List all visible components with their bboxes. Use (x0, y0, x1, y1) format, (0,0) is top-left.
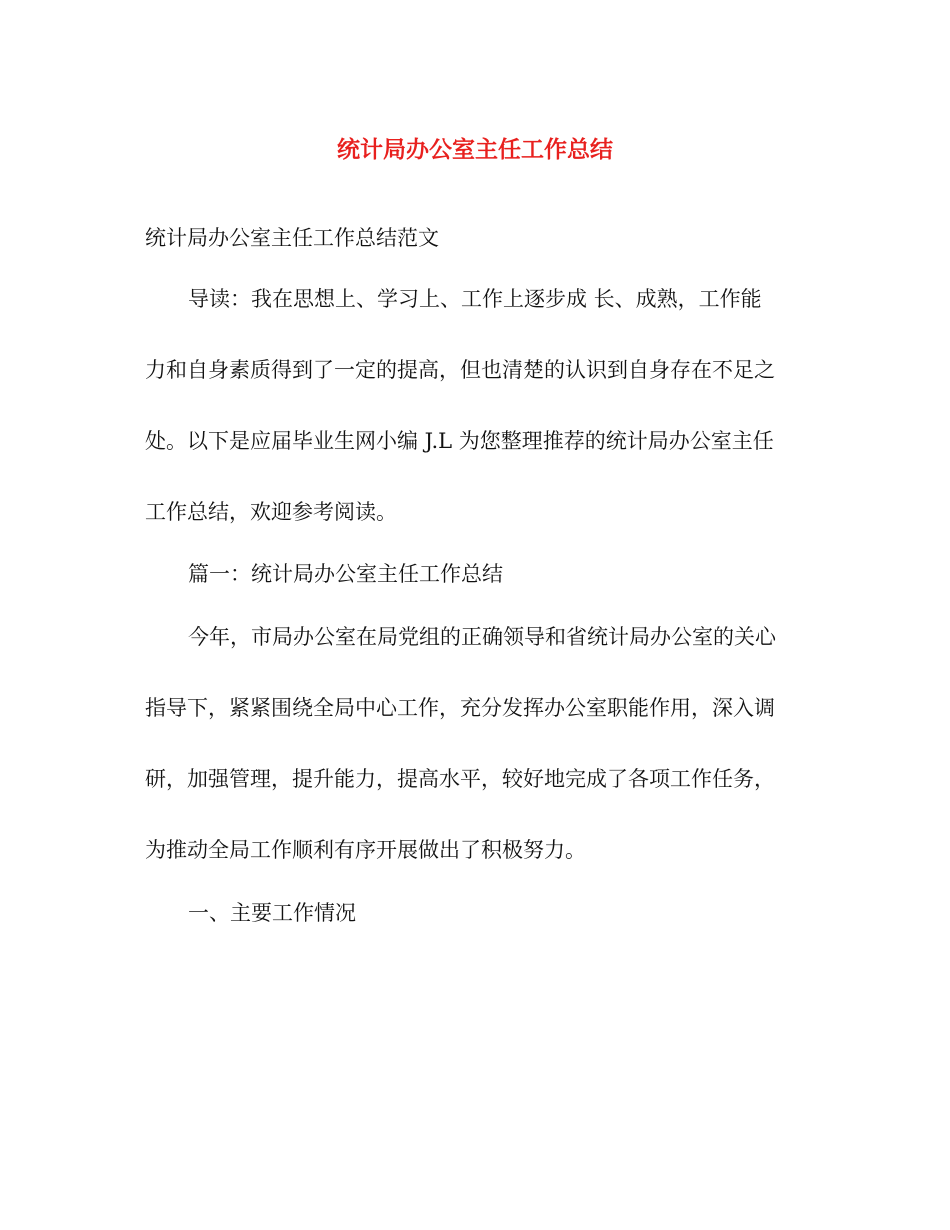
intro-line: 力和自身素质得到了一定的提高，但也清楚的认识到自身存在不足之 (145, 358, 775, 382)
intro-paragraph (145, 283, 805, 567)
document-subtitle: 统计局办公室主任工作总结范文 (145, 226, 439, 250)
body-line: 指导下，紧紧围绕全局中心工作，充分发挥办公室职能作用，深入调 (145, 696, 775, 720)
document-title: 统计局办公室主任工作总结 (337, 136, 613, 163)
subsection-heading: 一、主要工作情况 (188, 901, 356, 925)
body-line: 今年，市局办公室在局党组的正确领导和省统计局办公室的关心 (188, 625, 776, 649)
body-line: 为推动全局工作顺利有序开展做出了积极努力。 (145, 838, 586, 862)
body-line: 研，加强管理，提升能力，提高水平，较好地完成了各项工作任务， (145, 767, 775, 791)
intro-line: 工作总结，欢迎参考阅读。 (145, 500, 397, 524)
section-heading: 篇一：统计局办公室主任工作总结 (188, 562, 503, 586)
intro-line: 导读：我在思想上、学习上、工作上逐步成 长、成熟，工作能 (188, 287, 762, 311)
intro-line: 处。以下是应届毕业生网小编 J.L 为您整理推荐的统计局办公室主任 (145, 429, 774, 453)
body-paragraph (145, 621, 805, 905)
